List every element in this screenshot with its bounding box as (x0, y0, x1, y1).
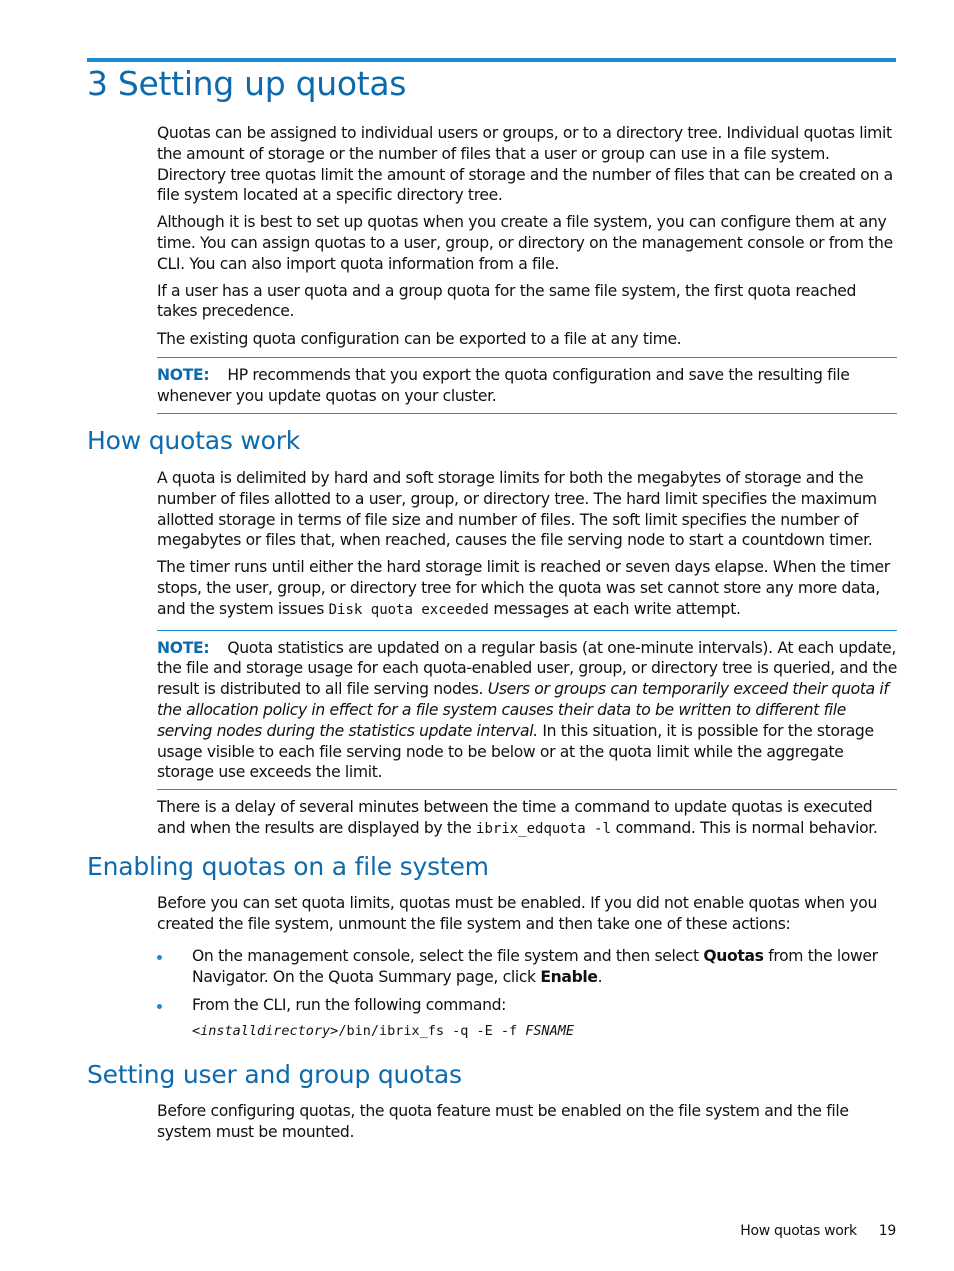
enabling-paragraph-1: Before you can set quota limits, quotas must be enabled. If you did not enable quotas when you created the file system, unmount the file system and then take one of these actions: (157, 894, 878, 933)
section-title-enabling-quotas: Enabling quotas on a file system (87, 852, 489, 881)
note-label: NOTE: (157, 638, 210, 657)
intro-paragraph-1: Quotas can be assigned to individual users or groups, or to a directory tree. Individual quotas limit the amount of storage or the number of files that a user or group can use in a file system. Directory tree quotas limit the amount of storage and the number of files that can be created on a file system located at a specific directory tree. (157, 124, 893, 205)
how-paragraph-3: There is a delay of several minutes between the time a command to update quotas is executed and when the results are displayed by the ibrix_edquota -l command. This is normal behavior. (157, 798, 878, 837)
intro-note (157, 357, 897, 414)
command-example: <installdirectory>/bin/ibrix_fs -q -E -f FSNAME (192, 1023, 575, 1039)
list-item: On the management console, select the file system and then select Quotas from the lower Navigator. On the Quota Summary page, click Enable. (157, 946, 897, 988)
note-text: HP recommends that you export the quota configuration and save the resulting file whenever you update quotas on your cluster. (157, 365, 850, 405)
list-item: From the CLI, run the following command: (157, 995, 897, 1016)
footer-section-name: How quotas work (740, 1223, 857, 1239)
setting-section (157, 1101, 897, 1143)
page-footer (740, 1223, 896, 1239)
chapter-top-rule (87, 58, 896, 62)
chapter-title: 3 Setting up quotas (87, 64, 407, 103)
intro-paragraph-2: Although it is best to set up quotas when you create a file system, you can configure them at any time. You can assign quotas to a user, group, or directory on the management console or from the CLI. You can also import quota information from a file. (157, 213, 893, 273)
note-emphasis: Users or groups can temporarily exceed their quota if the allocation policy in effect for a file system causes their data to be written to different file serving nodes during the statistics update interval. (157, 680, 889, 740)
ui-term-quotas: Quotas (703, 947, 764, 965)
enabling-section (157, 893, 897, 935)
intro-paragraph-4: The existing quota configuration can be exported to a file at any time. (157, 330, 682, 349)
section-title-how-quotas-work: How quotas work (87, 426, 301, 455)
note-label: NOTE: (157, 365, 210, 384)
intro-paragraph-3: If a user has a user quota and a group quota for the same file system, the first quota reached takes precedence. (157, 281, 857, 321)
section-title-setting-quotas: Setting user and group quotas (87, 1060, 462, 1089)
intro-section (157, 123, 897, 414)
how-paragraph-1: A quota is delimited by hard and soft storage limits for both the megabytes of storage and the number of files allotted to a user, group, or directory tree. The hard limit specifies the maximum allotted storage in terms of file size and number of files. The soft limit specifies the number of megabytes or files that, when reached, causes the file serving node to start a countdown timer. (157, 469, 877, 550)
inline-code: ibrix_edquota -l (476, 820, 611, 837)
ui-term-enable: Enable (540, 967, 598, 986)
setting-paragraph-1: Before configuring quotas, the quota feature must be enabled on the file system and the file system must be mounted. (157, 1102, 849, 1141)
bullet-icon (157, 1004, 162, 1009)
how-paragraph-2: The timer runs until either the hard storage limit is reached or seven days elapse. When the timer stops, the user, group, or directory tree for which the quota was set cannot store any more data, and the system issues Disk quota exceeded messages at each write attempt. (157, 558, 890, 618)
bullet-icon (157, 955, 162, 960)
how-quotas-work-section (157, 468, 897, 840)
how-note: NOTE: Quota statistics are updated on a regular basis (at one-minute intervals). At each update, the file and storage usage for each quota-enabled user, group, or directory tree is queried, and the result is distributed to all file serving nodes. Users or groups can temporarily exceed their quota if the allocation policy in effect for a file system causes their data to be written to different file serving nodes during the statistics update interval. In this situation, it is possible for the storage usage visible to each file serving node to be below or at the quota limit while the aggregate storage use exceeds the limit. (157, 630, 897, 791)
inline-code: Disk quota exceeded (328, 601, 489, 618)
page-number: 19 (878, 1223, 896, 1239)
